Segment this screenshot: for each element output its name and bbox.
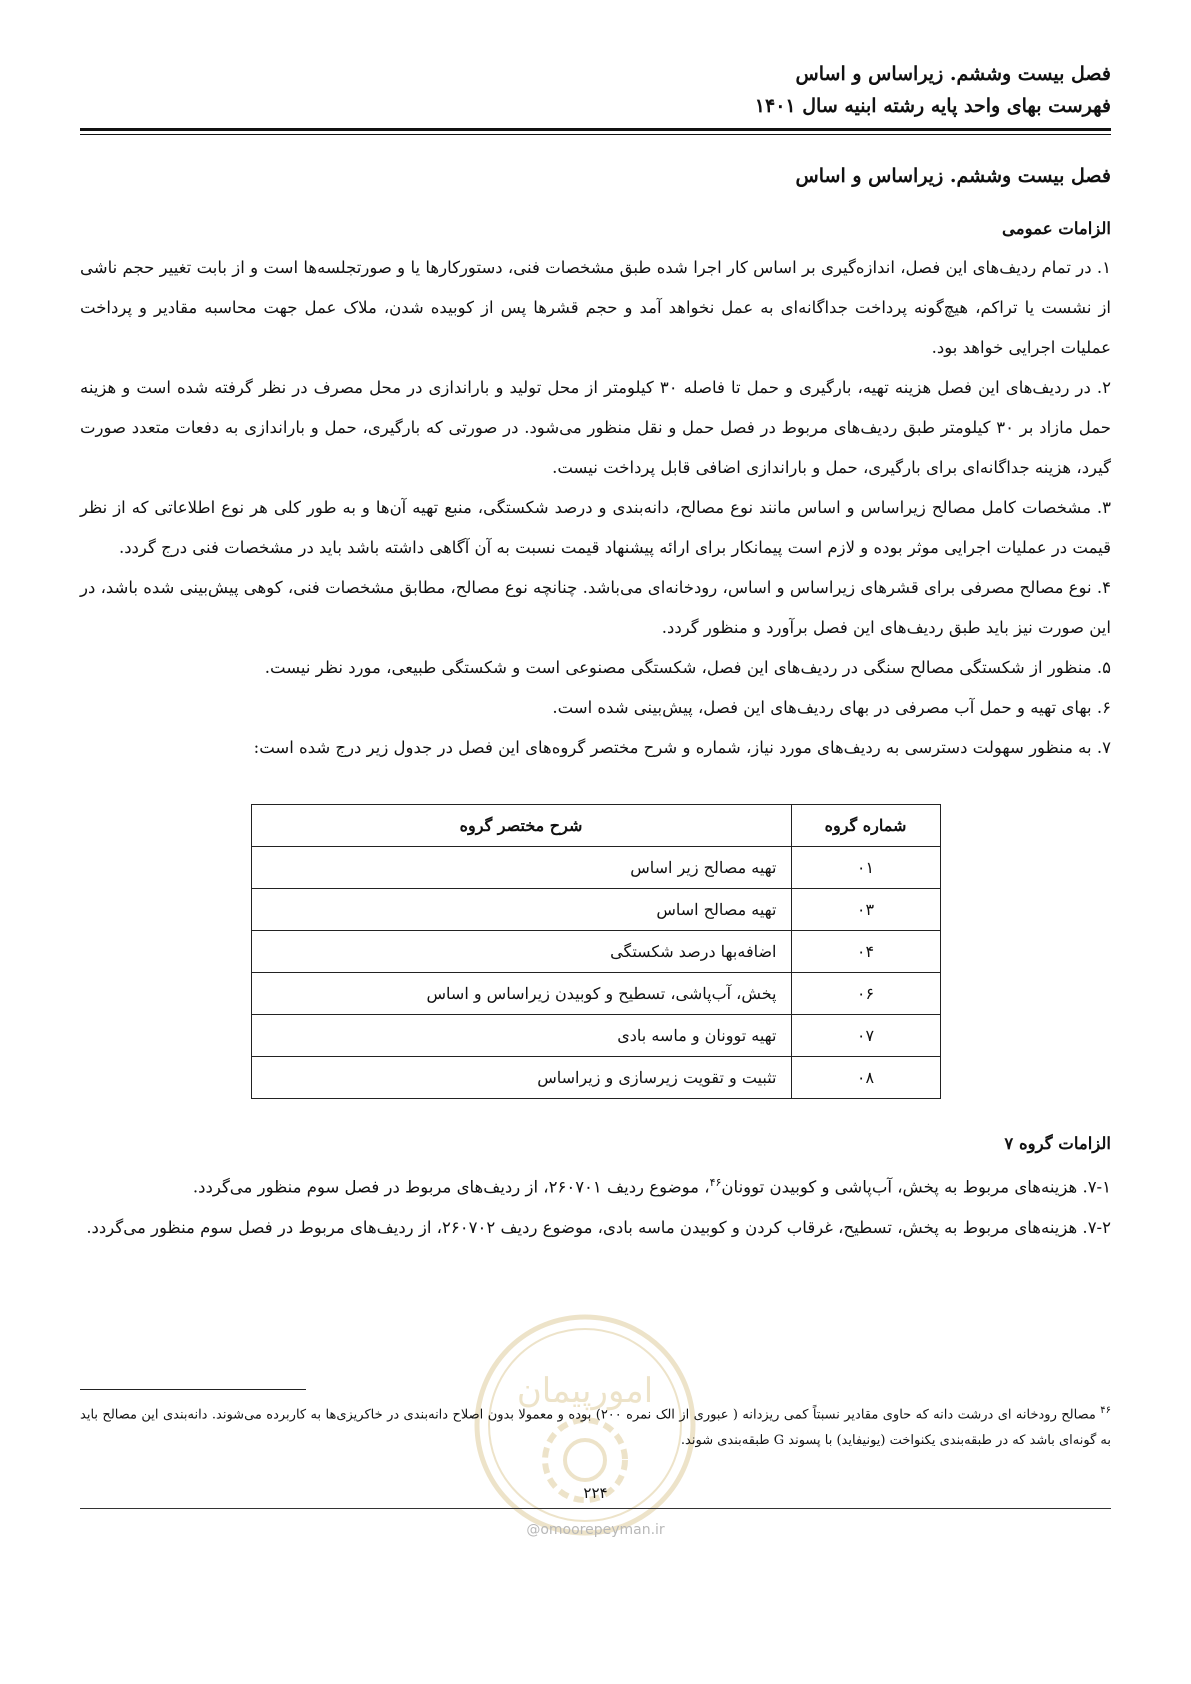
header-rule-thin xyxy=(80,134,1111,135)
col-header-desc: شرح مختصر گروه xyxy=(251,805,791,847)
group-number: ۰۱ xyxy=(791,847,940,889)
table-row xyxy=(251,1015,940,1057)
group7-item-2: ۷-۲. هزینه‌های مربوط به پخش، تسطیح، غرقاب کردن و کوبیدن ماسه بادی، موضوع ردیف ۲۶۰۷۰۲، از ردیف‌های مربوط در فصل سوم منظور می‌گردد. xyxy=(86,1217,1111,1237)
general-item-1: ۱. در تمام ردیف‌های این فصل، اندازه‌گیری بر اساس کار اجرا شده طبق مشخصات فنی، دستورکارها یا و صورتجلسه‌ها است و از بابت تغییر حجم ناشی از نشست یا تراکم، هیچ‌گونه پرداخت جداگانه‌ای به عمل نخواهد آمد و حجم قشرها پس از کوبیده شدن، ملاک عمل جهت محاسبه مقادیر و پرداخت عملیات اجرایی خواهد بود. xyxy=(80,258,1111,357)
footnote-text: مصالح رودخانه ای درشت دانه که حاوی مقادیر نسبتاً کمی ریزدانه ( عبوری از الک نمره ۲۰۰) بوده و معمولا بدون اصلاح دانه‌بندی در خاکریزی‌ها به کاربرده می‌شوند. دانه‌بندی این مصالح باید به گونه‌ای باشد که در طبقه‌بندی یکنواخت (یونیفاید) با پسوند G طبقه‌بندی شوند. xyxy=(80,1407,1111,1449)
footnote-reference[interactable]: ۴۶ xyxy=(709,1176,722,1189)
group-desc: تهیه مصالح اساس xyxy=(251,889,791,931)
footnote xyxy=(80,1398,1111,1454)
group-desc: تهیه توونان و ماسه بادی xyxy=(251,1015,791,1057)
footer-rule xyxy=(80,1508,1111,1509)
general-item-2: ۲. در ردیف‌های این فصل هزینه تهیه، بارگیری و حمل تا فاصله ۳۰ کیلومتر از محل تولید و باراندازی در محل مصرف در نظر گرفته شده است و هزینه حمل مازاد بر ۳۰ کیلومتر طبق ردیف‌های مربوط در فصل حمل و نقل منظور می‌شود. در صورتی که بارگیری، حمل و باراندازی به دفعات متعدد صورت گیرد، هزینه جداگانه‌ای برای بارگیری، حمل و باراندازی اضافی قابل پرداخت نیست. xyxy=(80,378,1111,477)
group7-item-1 xyxy=(80,1163,1111,1208)
table-row xyxy=(251,847,940,889)
general-item-3: ۳. مشخصات کامل مصالح زیراساس و اساس مانند نوع مصالح، دانه‌بندی و درصد شکستگی، منبع تهیه آن‌ها و به طور کلی هر نوع اطلاعاتی که از نظر قیمت در عملیات اجرایی موثر بوده و لازم است پیمانکار برای ارائه پیشنهاد قیمت نسبت به آن آگاهی داشته باشد باید در مشخصات فنی درج گردد. xyxy=(80,498,1111,557)
page-number: ۲۲۴ xyxy=(583,1484,608,1502)
group-desc: اضافه‌بها درصد شکستگی xyxy=(251,931,791,973)
chapter-title: فصل بیست وششم. زیراساس و اساس xyxy=(795,165,1111,187)
group7-item-1-text-end: ، موضوع ردیف ۲۶۰۷۰۱، از ردیف‌های مربوط در فصل سوم منظور می‌گردد. xyxy=(192,1177,710,1197)
main-content xyxy=(80,160,1111,1248)
general-item-7: ۷. به منظور سهولت دسترسی به ردیف‌های مورد نیاز، شماره و شرح مختصر گروه‌های این فصل در جدول زیر درج شده است: xyxy=(253,738,1111,757)
general-item-4: ۴. نوع مصالح مصرفی برای قشرهای زیراساس و اساس، رودخانه‌ای می‌باشد. چنانچه نوع مصالح، مطابق مشخصات فنی، کوهی پیش‌بینی شده باشد، در این صورت نیز باید طبق ردیف‌های این فصل برآورد و منظور گردد. xyxy=(80,578,1111,637)
group-number: ۰۴ xyxy=(791,931,940,973)
table-row xyxy=(251,1057,940,1099)
general-requirements-title: الزامات عمومی xyxy=(1002,219,1111,238)
group-desc: پخش، آب‌پاشی، تسطیح و کوبیدن زیراساس و اساس xyxy=(251,973,791,1015)
watermark-url: @omoorepeyman.ir xyxy=(526,1522,665,1538)
table-row xyxy=(251,889,940,931)
group-number: ۰۷ xyxy=(791,1015,940,1057)
groups-table xyxy=(251,804,941,1099)
group7-section xyxy=(80,1129,1111,1248)
general-item-5: ۵. منظور از شکستگی مصالح سنگی در ردیف‌های این فصل، شکستگی مصنوعی است و شکستگی طبیعی، مورد نظر نیست. xyxy=(264,658,1111,677)
footnote-mark: ۴۶ xyxy=(1100,1405,1111,1416)
group-desc: تهیه مصالح زیر اساس xyxy=(251,847,791,889)
group-number: ۰۸ xyxy=(791,1057,940,1099)
page-header xyxy=(80,58,1111,122)
groups-table-wrapper xyxy=(251,804,941,1099)
group-number: ۰۶ xyxy=(791,973,940,1015)
header-price-list-title: فهرست بهای واحد پایه رشته ابنیه سال ۱۴۰۱ xyxy=(754,95,1111,117)
group7-title: الزامات گروه ۷ xyxy=(1004,1134,1111,1153)
table-header-row xyxy=(251,805,940,847)
col-header-number: شماره گروه xyxy=(791,805,940,847)
footnote-divider xyxy=(80,1389,306,1390)
group-number: ۰۳ xyxy=(791,889,940,931)
group7-item-1-text: ۷-۱. هزینه‌های مربوط به پخش، آب‌پاشی و کوبیدن توونان xyxy=(721,1177,1111,1197)
table-row xyxy=(251,931,940,973)
general-item-6: ۶. بهای تهیه و حمل آب مصرفی در بهای ردیف‌های این فصل، پیش‌بینی شده است. xyxy=(552,698,1111,717)
seal-lettering: امورپیمان xyxy=(516,1371,654,1411)
header-chapter-title: فصل بیست وششم. زیراساس و اساس xyxy=(795,63,1111,85)
group-desc: تثبیت و تقویت زیرسازی و زیراساس xyxy=(251,1057,791,1099)
header-rule-thick xyxy=(80,128,1111,131)
table-row xyxy=(251,973,940,1015)
